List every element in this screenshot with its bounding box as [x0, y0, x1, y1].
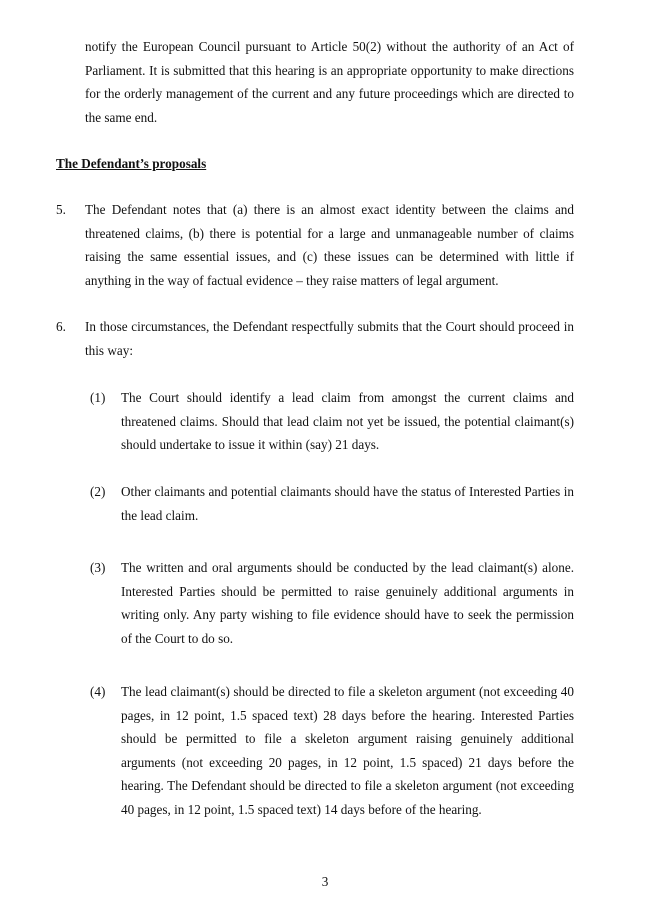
subparagraph-4-text: The lead claimant(s) should be directed to file a skeleton argument (not exceeding 40 pages, in 12 point, 1.5 spaced text) 28 days before the hearing. Interested Parties should be permitted to file a skeleton argument raising genuinely additional arguments (not exceeding 20 pages, in 12 point, 1.5 spaced) 21 days before the hearing. The Defendant should be directed to file a skeleton argument (not exceeding 40 pages, in 12 point, 1.5 spaced text) 14 days before of the hearing. [121, 684, 574, 817]
subparagraph-number-2: (2) [90, 484, 106, 499]
subparagraph-3-text: The written and oral arguments should be conducted by the lead claimant(s) alone. Interested Parties should be permitted to raise genuinely additional arguments in writing only. Any party wishing to file evidence should have to seek the permission of the Court to do so. [121, 560, 574, 646]
subparagraph-number-3: (3) [90, 560, 106, 575]
subparagraph-1-text: The Court should identify a lead claim from amongst the current claims and threatened claims. Should that lead claim not yet be issued, the potential claimant(s) should undertake to issue it within (say) 21 days. [121, 390, 574, 452]
paragraph-5-text: The Defendant notes that (a) there is an almost exact identity between the claims and threatened claims, (b) there is potential for a large and unmanageable number of claims raising the same essential issues, and (c) these issues can be determined with little if anything in the way of factual evidence – they raise matters of legal argument. [85, 202, 574, 288]
continued-paragraph: notify the European Council pursuant to Article 50(2) without the authority of an Act of Parliament. It is submitted that this hearing is an appropriate opportunity to make directions for the orderly management of the current and any future proceedings which are directed to the same end. [85, 39, 574, 125]
paragraph-number-5: 5. [56, 202, 66, 217]
subparagraph-2-text: Other claimants and potential claimants should have the status of Interested Parties in the lead claim. [121, 484, 574, 523]
subparagraph-number-1: (1) [90, 390, 106, 405]
subparagraph-number-4: (4) [90, 684, 106, 699]
paragraph-number-6: 6. [56, 319, 66, 334]
section-heading: The Defendant’s proposals [56, 156, 207, 171]
paragraph-6-text: In those circumstances, the Defendant respectfully submits that the Court should proceed in this way: [85, 319, 574, 358]
page-number: 3 [321, 874, 329, 889]
